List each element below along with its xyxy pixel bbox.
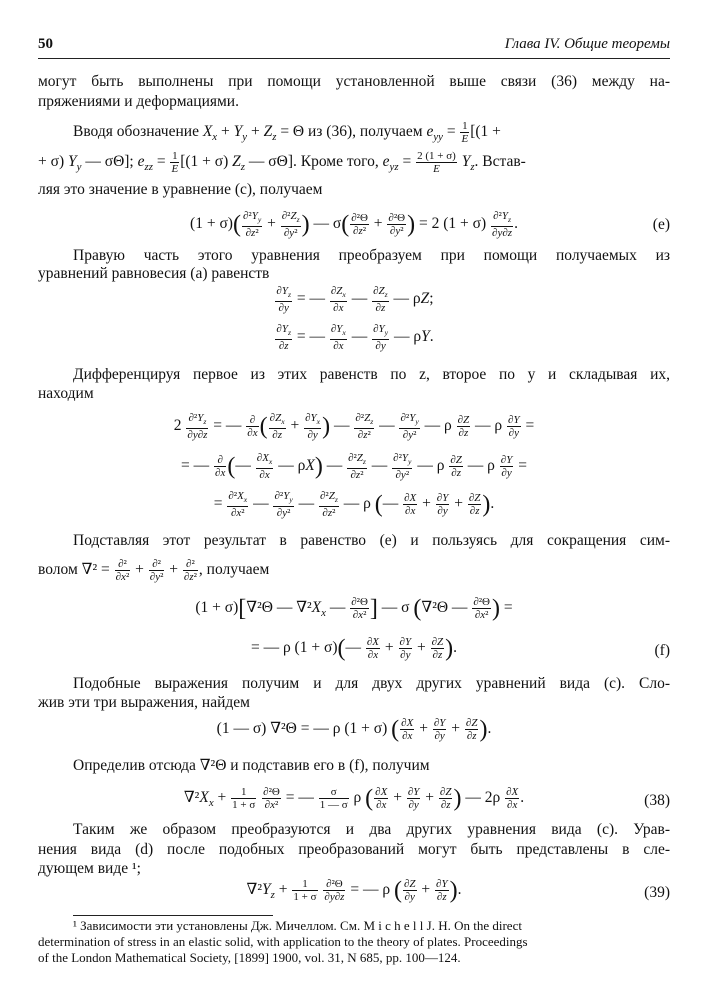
equation-e: (1 + σ)( $\frac{\partial^2Y_y}{\text{∂z²}}$ + $\frac{\partial^2Z_z}{\text{∂y²}}$ ) — σ( $\frac{\text{∂²Θ}}{\text{∂z²}}$ + $\frac{\text{∂²Θ}}{\text{∂y²}}$ ) = 2 (1 + σ) $\frac{\partial^2Y_z}{\partial y\partial z}$ .	[190, 210, 518, 240]
equilibrium-eq-1: $\frac{\partial Y_z}{\partial y}$ = — $\frac{\partial Z_x}{\partial x}$ — $\frac{\partial Z_z}{\partial z}$ — ρZ;	[276, 285, 434, 315]
text-line: Дифференцируя первое из этих равенств по z, второе по y и складывая их,	[73, 366, 670, 383]
derivation-line-1: 2 $\frac{\partial^2Y_z}{\partial y\partial z}$ = — ∂ ∂x ( $\frac{\partial Z_x}{\partial z}$ + $\frac{\partial Y_x}{\partial y}$ ) — $\frac{\partial^2Z_z}{\text{∂z²}}$ — $\frac{\partial^2Y_y}{\text{∂y²}}$ — ρ $\frac{\partial Z}{\partial z}$ — ρ $\frac{\partial Y}{\partial y}$ =	[173, 412, 535, 442]
footnote-line: ¹ Зависимости эти установлены Дж. Мичеллом. См. M i c h e l l J. H. On the direct	[73, 918, 522, 933]
equation-label: (e)	[652, 216, 670, 233]
text-line: Правую часть этого уравнения преобразуем при помощи получаемых из	[73, 247, 670, 264]
text-line: дующем виде ¹;	[38, 860, 141, 877]
running-head: Глава IV. Общие теоремы	[504, 36, 670, 52]
equation-label: (f)	[654, 642, 670, 659]
text-line: жив эти три выражения, найдем	[38, 694, 250, 711]
equation-f-line-2: = — ρ (1 + σ)(— $\frac{\partial X}{\partial x}$ + $\frac{\partial Y}{\partial y}$ + $\frac{\partial Z}{\partial z}$ ).	[250, 635, 458, 662]
footnote-line: determination of stress in an elastic solid, with application to the theory of plates. Proceedings	[38, 934, 528, 949]
footnote-line: of the London Mathematical Society, [1899] 1900, vol. 31, N 685, pp. 100—124.	[38, 950, 461, 965]
equation-f-line-1: (1 + σ)[∇²Θ — $\nabla^2X_x$ — $\frac{\text{∂²Θ}}{\text{∂x²}}$ ] — σ (∇²Θ — $\frac{\text{∂²Θ}}{\text{∂x²}}$ ) =	[195, 595, 513, 622]
equation-label: (38)	[644, 792, 670, 809]
page-number: 50	[38, 36, 53, 52]
text-line: Определив отсюда ∇²Θ и подставив его в (f), получим	[73, 757, 430, 774]
footnote-rule	[73, 915, 273, 916]
derivation-line-3: = $\frac{\partial^2X_x}{\text{∂x²}}$ — $\frac{\partial^2Y_y}{\text{∂y²}}$ — $\frac{\partial^2Z_z}{\text{∂z²}}$ — ρ (— $\frac{\partial X}{\partial x}$ + $\frac{\partial Y}{\partial y}$ + $\frac{\partial Z}{\partial z}$ ).	[213, 490, 495, 520]
text-line: + σ) $Y_y$ — σΘ]; $e_{zz}$ = $\frac{1}{E}$ [(1 + σ) $Z_z$ — σΘ]. Кроме того, $e_{yz}$ = $\frac{2 (1 + \sigma)}{E}$ $Y_z$. Встав-	[38, 150, 526, 175]
text-line: уравнений равновесия (а) равенств	[38, 265, 270, 282]
derivation-line-2: = — ∂ ∂x (— $\frac{\partial X_x}{\partial x}$ — ρX) — $\frac{\partial^2Z_z}{\text{∂z²}}$ — $\frac{\partial^2Y_y}{\text{∂y²}}$ — ρ $\frac{\partial Z}{\partial z}$ — ρ $\frac{\partial Y}{\partial y}$ =	[181, 452, 527, 482]
header-rule	[38, 58, 670, 59]
text-line: нения вида (d) после подобных преобразований могут быть представлены в сле-	[38, 841, 670, 858]
text-line: Подобные выражения получим и для двух других уравнений вида (с). Сло-	[73, 675, 670, 692]
text-line: могут быть выполнены при помощи установленной выше связи (36) между на-	[38, 73, 670, 90]
equation-39: $\nabla^2Y_z$ + $\frac{1}{1 + \sigma}$ $\frac{\text{∂²Θ}}{\partial y\partial z}$ = — ρ ( $\frac{\partial Z}{\partial y}$ + $\frac{\partial Y}{\partial z}$ ).	[246, 877, 462, 904]
text-line: пряжениями и деформациями.	[38, 93, 239, 110]
text-line: Подставляя этот результат в равенство (е) и пользуясь для сокращения сим-	[73, 532, 670, 549]
equation-label: (39)	[644, 884, 670, 901]
text-line: Вводя обозначение $X_x + Y_y + Z_z = \Theta$ из (36), получаем $e_{yy}$ = $\frac{1}{E}$ [(1 +	[73, 120, 501, 145]
text-line: волом ∇² = ∂² ∂x² + ∂² ∂y² + ∂² ∂z² , получаем	[38, 558, 270, 583]
text-line: находим	[38, 385, 94, 402]
equilibrium-eq-2: $\frac{\partial Y_z}{\partial z}$ = — $\frac{\partial Y_x}{\partial x}$ — $\frac{\partial Y_y}{\partial y}$ — ρY.	[276, 323, 434, 353]
text-line: ляя это значение в уравнение (с), получаем	[38, 181, 323, 198]
text-line: Таким же образом преобразуются и два других уравнения вида (с). Урав-	[73, 821, 670, 838]
laplacian-theta-eq: (1 — σ) ∇²Θ = — ρ (1 + σ) ( $\frac{\partial X}{\partial x}$ + $\frac{\partial Y}{\partial y}$ + $\frac{\partial Z}{\partial z}$ ).	[216, 716, 492, 743]
equation-38: $\nabla^2X_x$ + $\frac{1}{1 + \sigma}$ $\frac{\text{∂²Θ}}{\text{∂x²}}$ = — $\frac{\sigma}{1 — \sigma}$ ρ ( $\frac{\partial X}{\partial x}$ + $\frac{\partial Y}{\partial y}$ + $\frac{\partial Z}{\partial z}$ ) — 2ρ $\frac{\partial X}{\partial x}$ .	[183, 785, 525, 812]
